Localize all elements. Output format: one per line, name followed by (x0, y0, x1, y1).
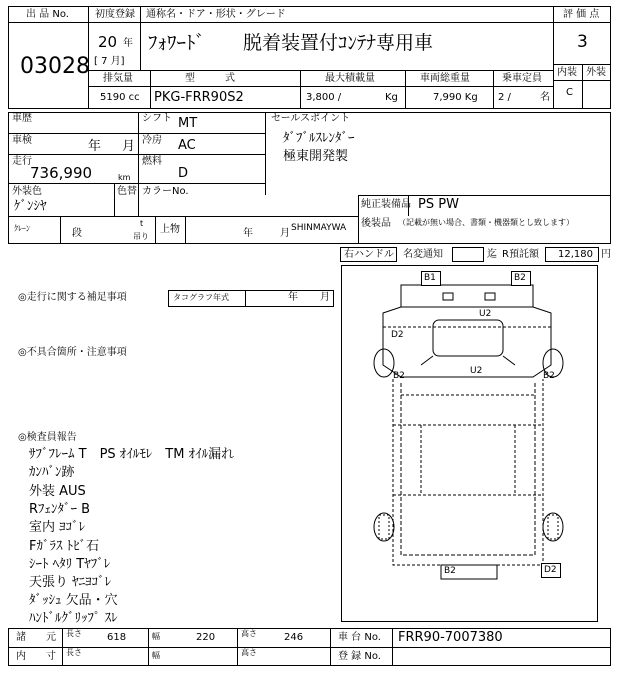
year-unit: 年 (123, 38, 133, 49)
gross-weight-label: 車両総重量 (420, 73, 470, 84)
divider (493, 70, 494, 109)
color-change-label: 色替 (117, 186, 137, 197)
model-code-label: 型 式 (185, 73, 235, 84)
chassis-label: 車 台 No. (338, 632, 381, 643)
reg-year: 20 (98, 33, 118, 51)
mark-d2-left: D2 (391, 330, 404, 340)
title-change-label: 名変通知 (403, 249, 443, 260)
ext-color-value: ｹﾞﾝｼﾔ (14, 199, 47, 214)
genuine-equip-label: 純正装備品 (361, 199, 411, 210)
divider (60, 216, 61, 244)
displacement-label: 排気量 (103, 73, 133, 84)
cab-body (383, 307, 551, 377)
divider (237, 628, 238, 666)
tacho-year: 年 (288, 292, 298, 303)
inspector-line: 天張り ﾔﾆﾖｺﾞﾚ (29, 575, 112, 590)
inspector-line: ｶﾝﾊﾞﾝ跡 (29, 465, 75, 480)
grade-value: 3 (577, 32, 588, 52)
inspection-label: 車検 (12, 135, 32, 146)
fuel-value: D (178, 166, 189, 181)
defects-title: ◎不具合箇所・注意事項 (18, 347, 127, 358)
windshield (433, 320, 503, 356)
body-label: 上物 (160, 224, 180, 235)
model-code: PKG-FRR90S2 (154, 90, 244, 105)
inspection-month: 月 (122, 139, 136, 154)
rhd-label: 右ハンドル (344, 249, 394, 260)
inspector-line: ﾊﾝﾄﾞﾙｸﾞﾘｯﾌﾟ ｽﾚ (29, 611, 118, 626)
inspection-year: 年 (88, 139, 102, 154)
grade-label: 評 価 点 (563, 9, 600, 20)
inspector-line: ｼｰﾄ ﾍﾀﾘ Tﾔﾌﾞﾚ (29, 557, 111, 572)
rear-right-wheel (543, 513, 563, 541)
interior-label: 内装 (557, 67, 577, 78)
reg-no-label: 登 録 No. (338, 651, 381, 662)
divider (265, 112, 266, 195)
title-change-box (452, 247, 484, 262)
body-month: 月 (280, 228, 290, 239)
body-maker: SHINMAYWA (291, 223, 347, 233)
model-name: ﾌｫﾜｰﾄﾞ 脱着装置付ｺﾝﾃﾅ専用車 (148, 32, 434, 54)
divider (358, 195, 359, 244)
inner-width-label: 幅 (152, 651, 160, 660)
reg-month: [ 7 月] (94, 56, 125, 67)
inner-height-label: 高さ (241, 648, 257, 657)
mileage-unit: km (118, 173, 131, 182)
ac-value: AC (178, 138, 196, 153)
divider (155, 216, 156, 244)
lot-number: 03028 (20, 54, 90, 79)
width-value: 220 (196, 632, 216, 643)
sales-point-label: セールスポイント (271, 113, 351, 124)
capacity: 2 / (498, 92, 511, 103)
max-load-unit: Kg (385, 92, 398, 103)
rear-left-wheel (374, 513, 394, 541)
capacity-label: 乗車定員 (502, 73, 542, 84)
divider (62, 628, 63, 666)
inspector-line: ﾀﾞｯｼｭ 欠品・穴 (29, 593, 118, 608)
divider (140, 6, 141, 70)
divider (582, 64, 583, 109)
inspector-line: 外装 AUS (29, 484, 86, 499)
first-reg-label: 初度登録 (95, 9, 135, 20)
divider (88, 22, 553, 23)
tacho-month: 月 (320, 292, 330, 303)
divider (8, 133, 265, 134)
height-label: 高さ (241, 629, 257, 638)
ac-label: 冷房 (142, 135, 162, 146)
inspector-line: Fｶﾞﾗｽ ﾄﾋﾞ石 (29, 539, 100, 554)
aftermarket-label: 後装品 (361, 218, 391, 229)
mark-u2-body: U2 (470, 366, 483, 376)
inspector-line: 室内 ﾖｺﾞﾚ (29, 520, 86, 535)
divider (405, 70, 406, 109)
shift-value: MT (178, 116, 198, 131)
divider (88, 86, 553, 87)
mark-b2-left: B2 (393, 371, 405, 381)
divider (185, 216, 186, 244)
chassis-number: FRR90-7007380 (398, 630, 503, 645)
crane-stage: 段 (72, 228, 82, 239)
r-deposit-value: 12,180 (558, 249, 593, 260)
mark-b2-label: B2 (514, 273, 526, 283)
shift-label: シフト (142, 113, 172, 124)
divider (392, 628, 393, 666)
fuel-label: 燃料 (142, 156, 162, 167)
divider (330, 628, 331, 666)
width-label: 幅 (152, 632, 160, 641)
body-year: 年 (243, 228, 253, 239)
title-change-exp: 迄 (487, 249, 497, 260)
model-name-label: 通称名・ドア・形状・グレード (146, 9, 286, 20)
displacement: 5190 cc (100, 92, 140, 103)
front-left-wheel (374, 349, 394, 377)
interior-grade: C (566, 87, 573, 98)
inner-dims-label: 内 寸 (16, 651, 56, 662)
mark-b2-right: B2 (543, 371, 555, 381)
divider (148, 628, 149, 666)
divider (245, 290, 246, 307)
divider (553, 22, 611, 23)
divider (138, 112, 139, 216)
mark-b1-label: B1 (424, 273, 436, 283)
inspector-title: ◎検査員報告 (18, 432, 77, 443)
capacity-unit: 名 (540, 92, 550, 103)
mark-b2-rear: B2 (444, 566, 456, 576)
mileage-label: 走行 (12, 156, 32, 167)
dims-label: 諸 元 (16, 632, 56, 643)
sales-point-1: ﾀﾞﾌﾞﾙｽﾚﾝﾀﾞｰ (283, 131, 355, 146)
divider (300, 70, 301, 109)
divider (8, 22, 88, 23)
divider (114, 183, 115, 216)
divider (8, 647, 611, 648)
r-deposit-label: R預託額 (502, 249, 539, 260)
lot-label: 出 品 No. (26, 9, 69, 20)
exterior-label: 外装 (586, 67, 606, 78)
divider (8, 183, 265, 184)
crane-ton: t (140, 219, 144, 228)
mileage-value: 736,990 (30, 164, 93, 182)
inspector-line: ｻﾌﾞﾌﾚｰﾑ T PS ｵｲﾙﾓﾚ TM ｵｲﾙ漏れ (29, 447, 235, 462)
max-load: 3,800 / (306, 92, 342, 103)
history-label: 車歴 (12, 113, 32, 124)
aftermarket-note: （記載が無い場合、書類・機器類とし致します） (398, 218, 574, 227)
length-value: 618 (107, 632, 127, 643)
genuine-equip-value: PS PW (418, 197, 459, 212)
divider (358, 195, 611, 196)
divider (150, 70, 151, 109)
cab-roof (401, 285, 533, 307)
length-label: 長さ (66, 629, 82, 638)
crane-lift: 吊り (133, 232, 149, 241)
color-no-label: カラーNo. (142, 186, 189, 197)
supplement-title: ◎走行に関する補足事項 (18, 292, 127, 303)
sales-point-2: 極東開発製 (283, 149, 349, 164)
inner-length-label: 長さ (66, 648, 82, 657)
crane-label: ｸﾚｰﾝ (14, 224, 30, 233)
divider (553, 80, 611, 81)
ext-color-label: 外装色 (12, 186, 42, 197)
yen-label: 円 (601, 249, 611, 260)
inspector-line: Rﾌｪﾝﾀﾞｰ B (29, 502, 91, 517)
divider (8, 154, 265, 155)
divider (88, 70, 553, 71)
mark-d2-rear-label: D2 (544, 565, 557, 575)
mark-u2-cab: U2 (479, 309, 492, 319)
max-load-label: 最大積載量 (325, 73, 375, 84)
gross-weight: 7,990 Kg (433, 92, 478, 103)
tacho-label: タコグラフ年式 (173, 293, 229, 302)
height-value: 246 (284, 632, 304, 643)
